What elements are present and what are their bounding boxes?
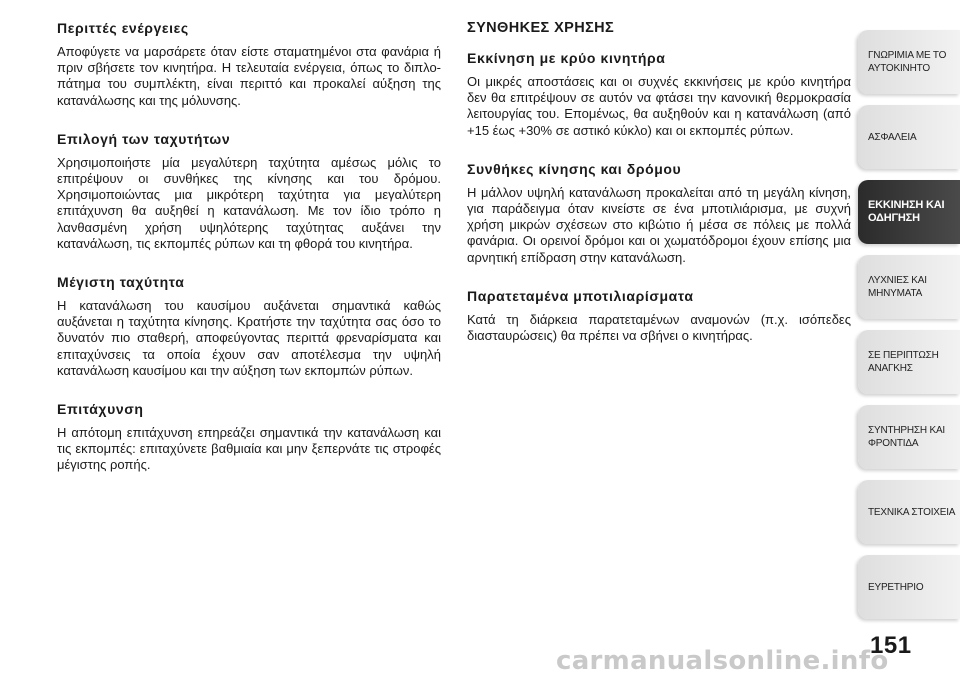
watermark: carmanualsonline.info bbox=[556, 646, 889, 676]
section-body-acceleration: Η απότομη επιτάχυνση επηρεάζει σημαντικά την κατανάλωση και τις εκπομπές: επιταχύνετε βαθμιαία και μην ξεπερνάτε τις στροφές μέγιστης ροπής. bbox=[57, 425, 441, 473]
tab-label: ΤΕΧΝΙΚΑ ΣΤΟΙΧΕΙΑ bbox=[868, 506, 956, 518]
section-heading-unnecessary-actions: Περιττές ενέργειες bbox=[57, 20, 189, 36]
tab-label: ΓΝΩΡΙΜΙΑ ΜΕ ΤΟ ΑΥΤΟΚΙΝΗΤΟ bbox=[868, 50, 947, 74]
left-column bbox=[57, 20, 441, 496]
tab-index[interactable] bbox=[858, 555, 960, 619]
section-body-unnecessary-actions: Αποφύγετε να μαρσάρετε όταν είστε σταματημένοι στα φανάρια ή πριν σβήσετε τον κινητήρα. Η τελευταία ενέργεια, όπως το διπλο-πάτημα του συμπλέκτη, είναι περιττό και προκαλεί αύξηση της κατανάλωσης και της μόλυνσης. bbox=[57, 44, 441, 108]
section-body-gear-selection: Χρησιμοποιήστε μία μεγαλύτερη ταχύτητα αμέσως μόλις το επιτρέψουν οι συνθήκες της κίνησης και του δρόμου. Χρησιμοποιώντας μια μικρότερη ταχύτητα για μεγαλύτερη επιτάχυνση θα αυξηθεί η κατανάλωση. Με τον ίδιο τρόπο η λανθασμένη χρήση υψηλότερης ταχύτητας αυξάνει την κατανάλωση, τις εκπομπές ρύπων και τη φθορά του κινητήρα. bbox=[57, 154, 441, 251]
section-heading-traffic-jams: Παρατεταμένα μποτιλιαρίσματα bbox=[467, 287, 694, 304]
section-heading-gear-selection: Επιλογή των ταχυτήτων bbox=[57, 130, 231, 147]
section-heading-max-speed: Μέγιστη ταχύτητα bbox=[57, 274, 185, 291]
section-body-traffic-road: Η μάλλον υψηλή κατανάλωση προκαλείται από τη μεγάλη κίνηση, για παράδειγμα όταν κινείστε σε ένα μποτιλιάρισμα, με συχνή χρήση μικρών σχέσεων στο κιβώτιο ή μέσα σε πόλεις με πολλά φανάρια. Οι ορεινοί δρόμοι και οι χωματόδρομοι έχουν επίσης μια αρνητική επίδραση στην κατανάλωση. bbox=[467, 184, 851, 265]
tab-label: ΕΥΡΕΤΗΡΙΟ bbox=[868, 581, 924, 593]
tab-label: ΣΥΝΤΗΡΗΣΗ ΚΑΙ ΦΡΟΝΤΙΔΑ bbox=[868, 425, 945, 449]
tab-label: ΣΕ ΠΕΡΙΠΤΩΣΗ ΑΝΑΓΚΗΣ bbox=[868, 350, 939, 374]
section-body-cold-start: Οι μικρές αποστάσεις και οι συχνές εκκινήσεις με κρύο κινητήρα δεν θα επιτρέψουν σε αυτόν να φτάσει την κανονική θερμοκρασία λειτουργίας του. Επομένως, θα αυξηθούν και η κατανάλωση (από +15 έως +30% σε αστικό κύκλο) και οι εκπομπές ρύπων. bbox=[467, 74, 851, 138]
section-body-traffic-jams: Κατά τη διάρκεια παρατεταμένων αναμονών (π.χ. ισόπεδες διασταυρώσεις) θα πρέπει να σβήνει ο κινητήρας. bbox=[467, 311, 851, 344]
tab-warning-lights[interactable] bbox=[858, 255, 960, 319]
tab-getting-to-know[interactable] bbox=[858, 30, 960, 94]
tab-technical-data[interactable] bbox=[858, 480, 960, 544]
tab-starting-driving[interactable] bbox=[858, 180, 960, 244]
tab-maintenance[interactable] bbox=[858, 405, 960, 469]
page-number: 151 bbox=[870, 632, 912, 659]
tab-safety[interactable] bbox=[858, 105, 960, 169]
tab-label: ΑΣΦΑΛΕΙΑ bbox=[868, 131, 917, 143]
tab-emergency[interactable] bbox=[858, 330, 960, 394]
page-title: ΣΥΝΘΗΚΕΣ ΧΡΗΣΗΣ bbox=[467, 20, 615, 36]
tab-label: ΛΥΧΝΙΕΣ ΚΑΙ ΜΗΝΥΜΑΤΑ bbox=[868, 275, 927, 299]
section-heading-acceleration: Επιτάχυνση bbox=[57, 401, 144, 418]
section-body-max-speed: Η κατανάλωση του καυσίμου αυξάνεται σημαντικά καθώς αυξάνεται η ταχύτητα κίνησης. Κρατήστε την ταχύτητα σας όσο το δυνατόν πιο σταθερή, αποφεύγοντας περιττά φρεναρίσματα και επιταχύνσεις τα οποία έχουν σαν αποτέλεσμα την υψηλή κατανάλωση καυσίμου και την αύξηση των εκπομπών ρύπων. bbox=[57, 298, 441, 378]
tab-label: ΕΚΚΙΝΗΣΗ ΚΑΙ ΟΔΗΓΗΣΗ bbox=[868, 199, 945, 224]
right-column bbox=[467, 20, 851, 366]
chapter-tabs bbox=[858, 30, 960, 630]
section-heading-traffic-road: Συνθήκες κίνησης και δρόμου bbox=[467, 160, 682, 177]
section-heading-cold-start: Εκκίνηση με κρύο κινητήρα bbox=[467, 50, 666, 66]
